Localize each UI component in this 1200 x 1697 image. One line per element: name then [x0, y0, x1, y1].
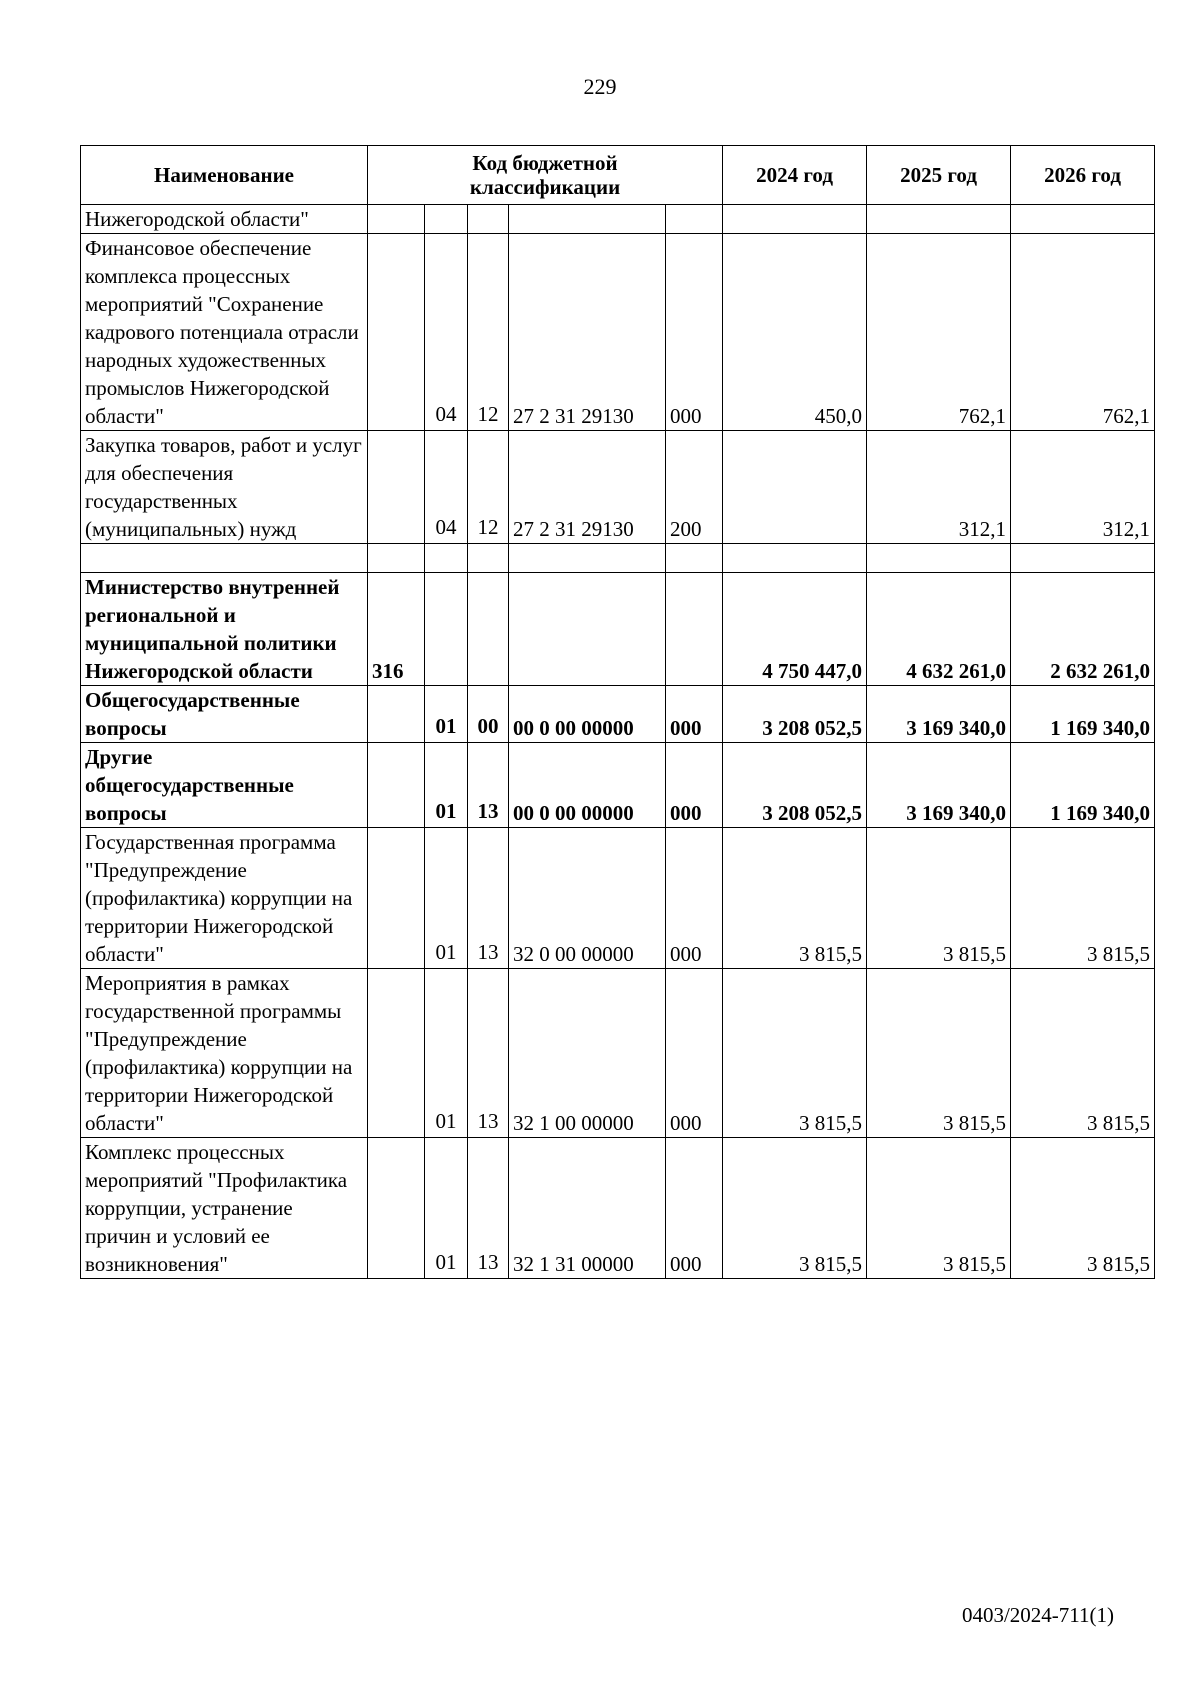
- header-name: Наименование: [81, 146, 368, 205]
- code-admin: [368, 544, 425, 573]
- amount-2024: 450,0: [723, 234, 867, 431]
- code-admin: [368, 969, 425, 1138]
- row-name: Закупка товаров, работ и услуг для обеспечения государственных (муниципальных) нужд: [81, 431, 368, 544]
- code-target-article: 27 2 31 29130: [509, 431, 666, 544]
- row-name: [81, 544, 368, 573]
- code-section: 01: [425, 1138, 468, 1279]
- amount-2024: 3 208 052,5: [723, 686, 867, 743]
- code-admin: 316: [368, 573, 425, 686]
- code-target-article: [509, 573, 666, 686]
- code-subsection: [468, 573, 509, 686]
- row-name: Государственная программа "Предупреждение (профилактика) коррупции на территории Нижегородской области": [81, 828, 368, 969]
- code-section: 01: [425, 828, 468, 969]
- code-section: 04: [425, 234, 468, 431]
- header-budget-code: [368, 146, 723, 205]
- header-2025: 2025 год: [867, 146, 1011, 205]
- row-name: Комплекс процессных мероприятий "Профилактика коррупции, устранение причин и условий ее возникновения": [81, 1138, 368, 1279]
- table-row: [81, 828, 1155, 969]
- code-expense-type: 200: [666, 431, 723, 544]
- code-section: [425, 544, 468, 573]
- amount-2024: [723, 544, 867, 573]
- amount-2024: [723, 205, 867, 234]
- table-row: [81, 234, 1155, 431]
- amount-2025: 312,1: [867, 431, 1011, 544]
- amount-2026: 3 815,5: [1011, 1138, 1155, 1279]
- code-target-article: [509, 544, 666, 573]
- amount-2025: [867, 544, 1011, 573]
- amount-2024: 3 815,5: [723, 1138, 867, 1279]
- amount-2025: 4 632 261,0: [867, 573, 1011, 686]
- code-admin: [368, 431, 425, 544]
- document-code: 0403/2024-711(1): [961, 1603, 1114, 1627]
- code-expense-type: [666, 573, 723, 686]
- code-admin: [368, 743, 425, 828]
- code-subsection: [468, 544, 509, 573]
- table-row: [81, 205, 1155, 234]
- amount-2024: 3 208 052,5: [723, 743, 867, 828]
- amount-2026: [1011, 544, 1155, 573]
- code-admin: [368, 828, 425, 969]
- amount-2025: 3 815,5: [867, 969, 1011, 1138]
- amount-2026: [1011, 205, 1155, 234]
- row-name: Министерство внутренней региональной и муниципальной политики Нижегородской области: [81, 573, 368, 686]
- code-subsection: 13: [468, 1138, 509, 1279]
- code-subsection: 00: [468, 686, 509, 743]
- table-row: [81, 969, 1155, 1138]
- code-target-article: 00 0 00 00000: [509, 743, 666, 828]
- amount-2026: 3 815,5: [1011, 969, 1155, 1138]
- amount-2026: 2 632 261,0: [1011, 573, 1155, 686]
- amount-2025: 3 815,5: [867, 828, 1011, 969]
- code-expense-type: 000: [666, 828, 723, 969]
- code-admin: [368, 234, 425, 431]
- code-target-article: 32 0 00 00000: [509, 828, 666, 969]
- amount-2025: [867, 205, 1011, 234]
- code-expense-type: [666, 544, 723, 573]
- code-subsection: [468, 205, 509, 234]
- amount-2024: 3 815,5: [723, 969, 867, 1138]
- header-code-line2: классификации: [469, 175, 621, 199]
- code-expense-type: 000: [666, 686, 723, 743]
- table-row: [81, 1138, 1155, 1279]
- budget-table: [80, 145, 1155, 1279]
- code-section: 04: [425, 431, 468, 544]
- code-subsection: 12: [468, 431, 509, 544]
- header-2024: 2024 год: [723, 146, 867, 205]
- row-name: Другие общегосударственные вопросы: [81, 743, 368, 828]
- code-target-article: 00 0 00 00000: [509, 686, 666, 743]
- code-expense-type: 000: [666, 969, 723, 1138]
- amount-2025: 762,1: [867, 234, 1011, 431]
- header-2026: 2026 год: [1011, 146, 1155, 205]
- code-subsection: 13: [468, 743, 509, 828]
- header-code-line1: Код бюджетной: [472, 151, 618, 175]
- code-target-article: 32 1 00 00000: [509, 969, 666, 1138]
- code-expense-type: [666, 205, 723, 234]
- code-section: 01: [425, 743, 468, 828]
- amount-2024: [723, 431, 867, 544]
- code-section: [425, 205, 468, 234]
- page-number: 229: [583, 74, 617, 99]
- row-name: Финансовое обеспечение комплекса процессных мероприятий "Сохранение кадрового потенциала отрасли народных художественных промыслов Нижегородской области": [81, 234, 368, 431]
- amount-2024: 4 750 447,0: [723, 573, 867, 686]
- table-body: [81, 205, 1155, 1279]
- table-row: [81, 743, 1155, 828]
- table-row: [81, 573, 1155, 686]
- amount-2025: 3 815,5: [867, 1138, 1011, 1279]
- code-target-article: 27 2 31 29130: [509, 234, 666, 431]
- code-target-article: [509, 205, 666, 234]
- code-subsection: 13: [468, 969, 509, 1138]
- row-name: Общегосударственные вопросы: [81, 686, 368, 743]
- amount-2026: 3 815,5: [1011, 828, 1155, 969]
- code-admin: [368, 686, 425, 743]
- amount-2026: 1 169 340,0: [1011, 743, 1155, 828]
- code-target-article: 32 1 31 00000: [509, 1138, 666, 1279]
- code-section: 01: [425, 686, 468, 743]
- code-expense-type: 000: [666, 234, 723, 431]
- amount-2026: 762,1: [1011, 234, 1155, 431]
- code-section: 01: [425, 969, 468, 1138]
- row-name: Нижегородской области": [81, 205, 368, 234]
- amount-2024: 3 815,5: [723, 828, 867, 969]
- amount-2025: 3 169 340,0: [867, 743, 1011, 828]
- code-subsection: 12: [468, 234, 509, 431]
- row-name: Мероприятия в рамках государственной программы "Предупреждение (профилактика) коррупции на территории Нижегородской области": [81, 969, 368, 1138]
- table-header-row: [81, 146, 1155, 205]
- amount-2025: 3 169 340,0: [867, 686, 1011, 743]
- code-section: [425, 573, 468, 686]
- table-row: [81, 544, 1155, 573]
- amount-2026: 312,1: [1011, 431, 1155, 544]
- amount-2026: 1 169 340,0: [1011, 686, 1155, 743]
- table-row: [81, 431, 1155, 544]
- code-admin: [368, 1138, 425, 1279]
- table-row: [81, 686, 1155, 743]
- code-expense-type: 000: [666, 743, 723, 828]
- code-expense-type: 000: [666, 1138, 723, 1279]
- code-subsection: 13: [468, 828, 509, 969]
- code-admin: [368, 205, 425, 234]
